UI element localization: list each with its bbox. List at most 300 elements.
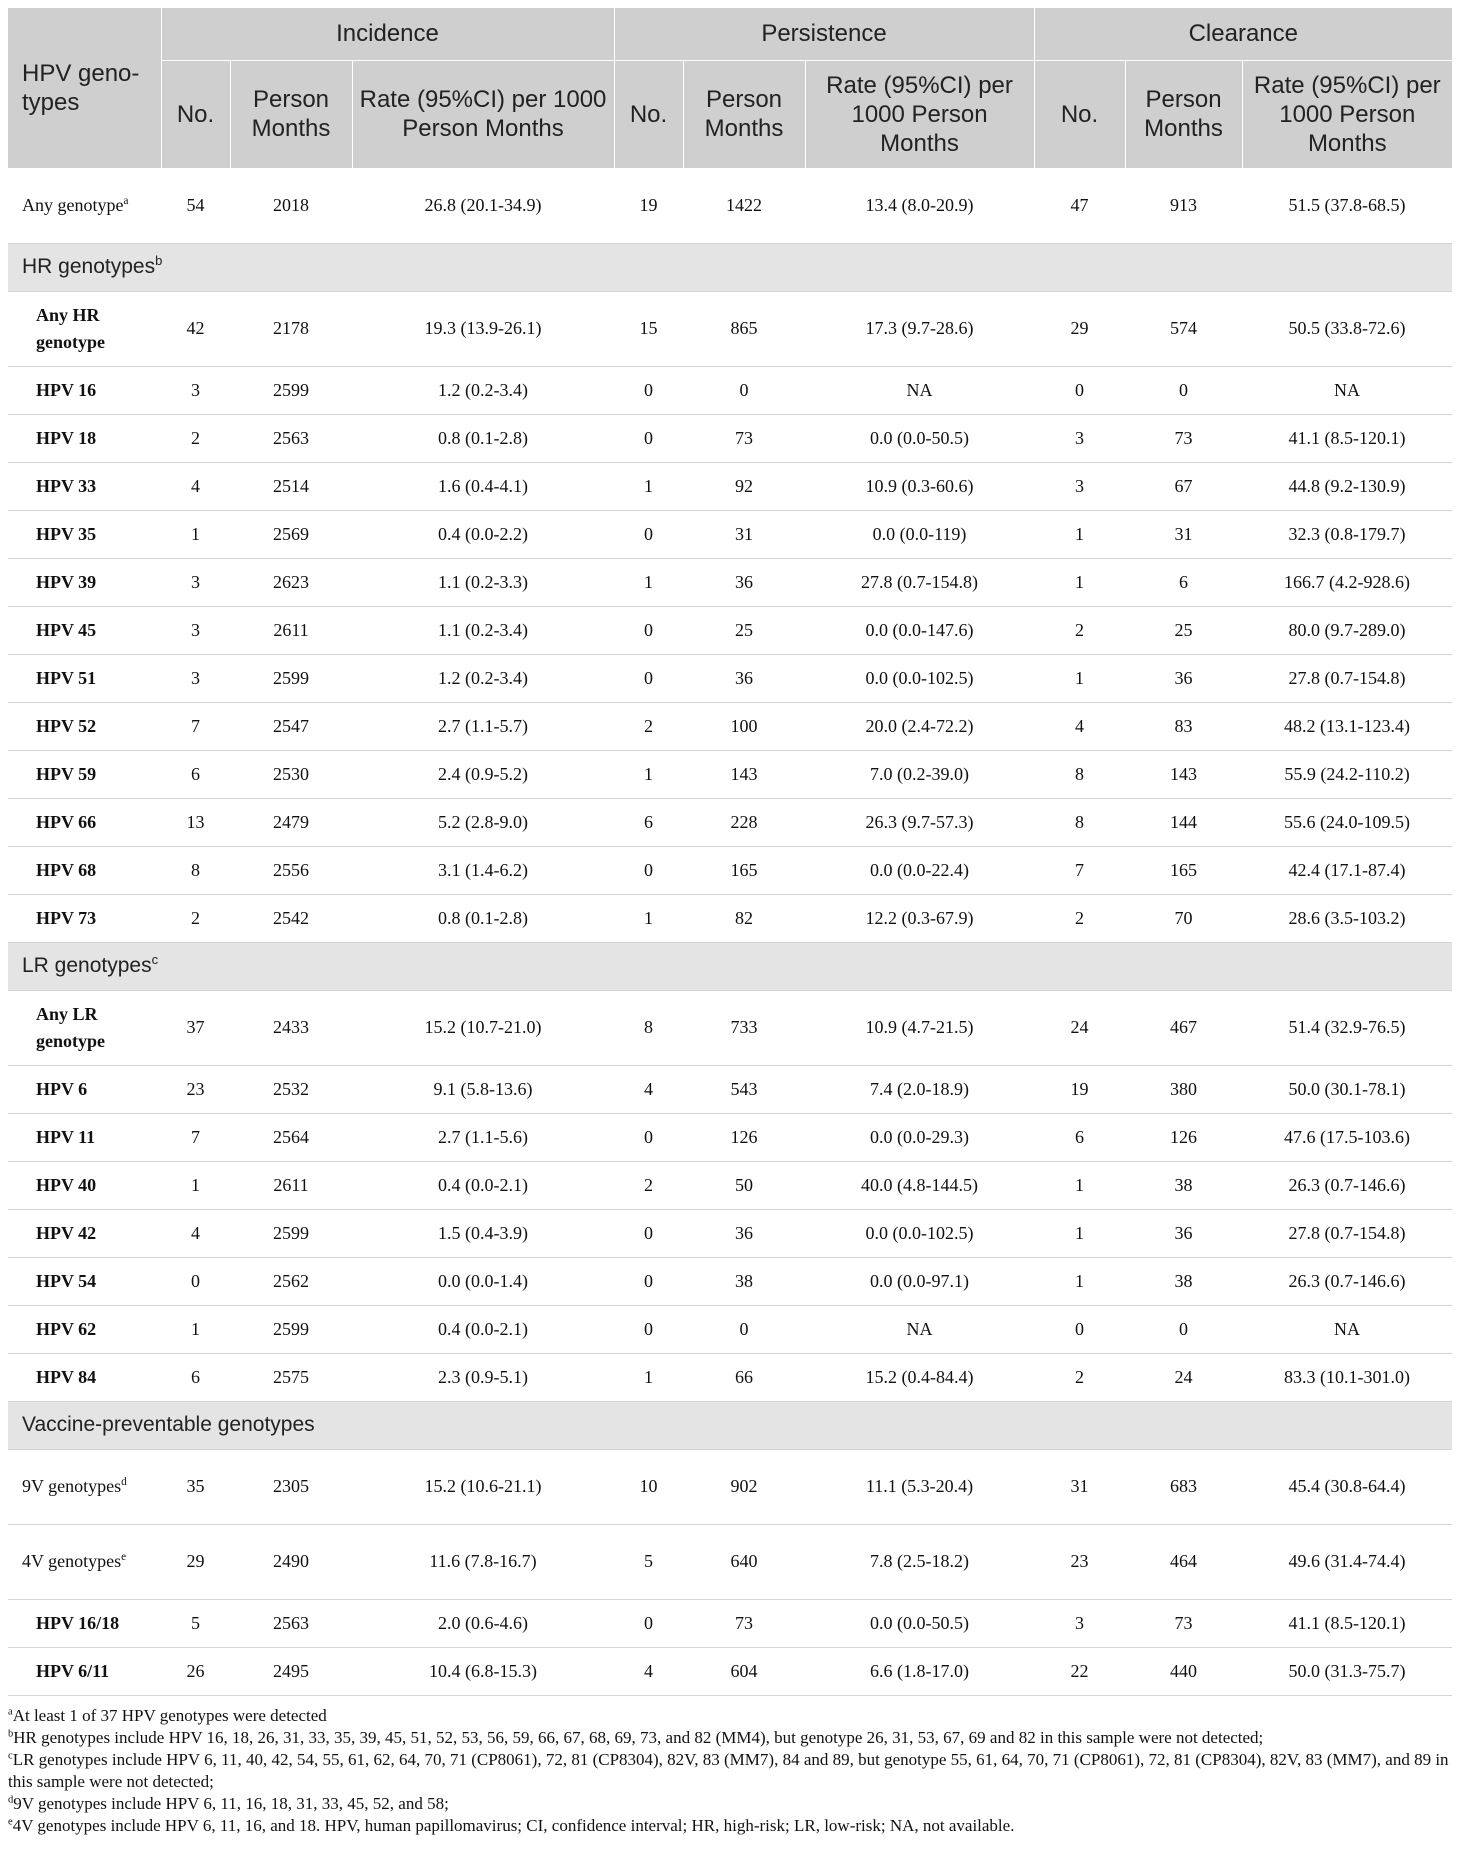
table-cell: 380 [1125, 1065, 1242, 1113]
table-cell: 2.7 (1.1-5.6) [352, 1113, 614, 1161]
table-cell: 38 [683, 1257, 805, 1305]
table-cell: 36 [1125, 654, 1242, 702]
table-cell: 3 [161, 606, 230, 654]
table-cell: 36 [683, 1209, 805, 1257]
header-no: No. [161, 60, 230, 168]
table-cell: 50.5 (33.8-72.6) [1242, 291, 1452, 366]
table-cell: 0 [1125, 366, 1242, 414]
table-cell: 27.8 (0.7-154.8) [805, 558, 1034, 606]
table-cell: NA [805, 366, 1034, 414]
table-cell: 23 [1034, 1524, 1125, 1599]
table-cell: 0 [614, 1305, 683, 1353]
table-row [8, 1113, 1452, 1161]
table-cell: 29 [1034, 291, 1125, 366]
table-cell: 12.2 (0.3-67.9) [805, 894, 1034, 942]
table-cell: 1 [614, 750, 683, 798]
table-cell: 42 [161, 291, 230, 366]
footnote: $^d$9V genotypes include HPV 6, 11, 16, 18, 31, 33, 45, 52, and 58; [8, 1793, 449, 1813]
table-cell: 1 [161, 1161, 230, 1209]
table-row [8, 366, 1452, 414]
table-row [8, 894, 1452, 942]
table-cell: 2.4 (0.9-5.2) [352, 750, 614, 798]
table-row [8, 291, 1452, 366]
footnote-mark: c [8, 1749, 13, 1761]
table-cell: 2563 [230, 414, 352, 462]
table-cell: 0.4 (0.0-2.2) [352, 510, 614, 558]
table-cell: 83.3 (10.1-301.0) [1242, 1353, 1452, 1401]
table-cell: 2599 [230, 654, 352, 702]
table-cell: 37 [161, 990, 230, 1065]
table-cell: 143 [1125, 750, 1242, 798]
table-cell: 4 [1034, 702, 1125, 750]
table-cell: 0.0 (0.0-97.1) [805, 1257, 1034, 1305]
footnote: $^e$4V genotypes include HPV 6, 11, 16, and 18. HPV, human papillomavirus; CI, confidence interval; HR, high-risk; LR, low-risk; NA, not available. [8, 1815, 1015, 1835]
row-label: HPV 62 [8, 1305, 161, 1353]
table-cell: 2018 [230, 168, 352, 243]
table-cell: 27.8 (0.7-154.8) [1242, 654, 1452, 702]
table-cell: 25 [683, 606, 805, 654]
table-cell: 6 [1034, 1113, 1125, 1161]
table-cell: 683 [1125, 1449, 1242, 1524]
row-label: HPV 84 [8, 1353, 161, 1401]
table-cell: 7.8 (2.5-18.2) [805, 1524, 1034, 1599]
row-label: Any HR genotype [8, 291, 161, 366]
section-row [8, 1401, 1452, 1449]
table-cell: 0.0 (0.0-119) [805, 510, 1034, 558]
table-cell: 1.5 (0.4-3.9) [352, 1209, 614, 1257]
table-cell: 0.0 (0.0-50.5) [805, 1599, 1034, 1647]
table-cell: 2599 [230, 1305, 352, 1353]
section-label: HR genotypes$^b$ [8, 243, 1452, 291]
header-rate: Rate (95%CI) per 1000 Person Months [805, 60, 1034, 168]
table-cell: 0 [614, 846, 683, 894]
row-label: HPV 73 [8, 894, 161, 942]
table-cell: 7.4 (2.0-18.9) [805, 1065, 1034, 1113]
table-cell: 2479 [230, 798, 352, 846]
footnote: $^a$At least 1 of 37 HPV genotypes were detected [8, 1705, 327, 1725]
table-cell: 41.1 (8.5-120.1) [1242, 1599, 1452, 1647]
table-cell: 50 [683, 1161, 805, 1209]
table-row [8, 1305, 1452, 1353]
table-cell: 28.6 (3.5-103.2) [1242, 894, 1452, 942]
table-cell: 32.3 (0.8-179.7) [1242, 510, 1452, 558]
table-cell: 1 [1034, 1257, 1125, 1305]
footnote-mark: b [8, 1727, 14, 1739]
table-cell: 2611 [230, 606, 352, 654]
table-cell: 2514 [230, 462, 352, 510]
table-cell: 166.7 (4.2-928.6) [1242, 558, 1452, 606]
table-cell: 6 [161, 1353, 230, 1401]
table-cell: 0.0 (0.0-1.4) [352, 1257, 614, 1305]
table-cell: 1 [614, 462, 683, 510]
table-cell: 2.3 (0.9-5.1) [352, 1353, 614, 1401]
table-cell: 4 [161, 1209, 230, 1257]
table-cell: 8 [161, 846, 230, 894]
table-cell: 27.8 (0.7-154.8) [1242, 1209, 1452, 1257]
table-cell: 143 [683, 750, 805, 798]
table-cell: 4 [161, 462, 230, 510]
table-cell: 0.0 (0.0-102.5) [805, 654, 1034, 702]
header-rate: Rate (95%CI) per 1000 Person Months [1242, 60, 1452, 168]
table-row [8, 1209, 1452, 1257]
table-cell: 2 [614, 1161, 683, 1209]
row-label: HPV 52 [8, 702, 161, 750]
table-cell: 6.6 (1.8-17.0) [805, 1647, 1034, 1695]
table-cell: 3.1 (1.4-6.2) [352, 846, 614, 894]
table-cell: 7 [161, 702, 230, 750]
table-cell: 1 [1034, 654, 1125, 702]
table-cell: 10 [614, 1449, 683, 1524]
table-cell: 0 [683, 366, 805, 414]
table-cell: 165 [683, 846, 805, 894]
table-cell: 82 [683, 894, 805, 942]
table-cell: 2 [1034, 894, 1125, 942]
table-cell: 15 [614, 291, 683, 366]
table-cell: 467 [1125, 990, 1242, 1065]
table-cell: 29 [161, 1524, 230, 1599]
table-cell: 73 [1125, 414, 1242, 462]
header-clearance: Clearance [1034, 8, 1452, 60]
section-row [8, 243, 1452, 291]
table-row [8, 168, 1452, 243]
table-cell: 1 [1034, 1161, 1125, 1209]
table-cell: 464 [1125, 1524, 1242, 1599]
table-cell: 0 [614, 1257, 683, 1305]
table-cell: 20.0 (2.4-72.2) [805, 702, 1034, 750]
table-cell: 50.0 (31.3-75.7) [1242, 1647, 1452, 1695]
row-label: 4V genotypes$^e$ [8, 1524, 161, 1599]
table-row [8, 846, 1452, 894]
header-genotype: HPV geno-types [8, 8, 161, 168]
table-cell: 19.3 (13.9-26.1) [352, 291, 614, 366]
row-label: HPV 54 [8, 1257, 161, 1305]
table-cell: 3 [1034, 1599, 1125, 1647]
table-cell: 8 [614, 990, 683, 1065]
table-cell: NA [805, 1305, 1034, 1353]
table-cell: 73 [683, 1599, 805, 1647]
table-cell: 3 [1034, 462, 1125, 510]
header-person-months: Person Months [230, 60, 352, 168]
header-no: No. [614, 60, 683, 168]
table-cell: 50.0 (30.1-78.1) [1242, 1065, 1452, 1113]
table-cell: 31 [1034, 1449, 1125, 1524]
table-cell: 36 [683, 654, 805, 702]
table-cell: 2490 [230, 1524, 352, 1599]
table-row [8, 990, 1452, 1065]
table-row [8, 558, 1452, 606]
table-cell: 126 [683, 1113, 805, 1161]
table-cell: 0 [614, 606, 683, 654]
table-cell: 913 [1125, 168, 1242, 243]
table-cell: 2611 [230, 1161, 352, 1209]
table-cell: 26.3 (0.7-146.6) [1242, 1257, 1452, 1305]
table-cell: 0 [614, 1113, 683, 1161]
table-cell: 2575 [230, 1353, 352, 1401]
table-cell: 2564 [230, 1113, 352, 1161]
table-cell: 3 [1034, 414, 1125, 462]
table-cell: 4 [614, 1647, 683, 1695]
table-cell: 55.6 (24.0-109.5) [1242, 798, 1452, 846]
table-cell: 0 [614, 366, 683, 414]
table-cell: 31 [683, 510, 805, 558]
table-cell: 6 [161, 750, 230, 798]
table-cell: 92 [683, 462, 805, 510]
row-label: HPV 51 [8, 654, 161, 702]
table-cell: 5 [161, 1599, 230, 1647]
table-cell: 24 [1034, 990, 1125, 1065]
table-cell: 25 [1125, 606, 1242, 654]
table-cell: 15.2 (10.6-21.1) [352, 1449, 614, 1524]
table-cell: 0.8 (0.1-2.8) [352, 414, 614, 462]
table-cell: 2433 [230, 990, 352, 1065]
row-label: HPV 16/18 [8, 1599, 161, 1647]
row-label: 9V genotypes$^d$ [8, 1449, 161, 1524]
table-cell: 24 [1125, 1353, 1242, 1401]
table-cell: 2547 [230, 702, 352, 750]
row-label: HPV 45 [8, 606, 161, 654]
table-body [8, 168, 1452, 1695]
table-cell: 26.3 (9.7-57.3) [805, 798, 1034, 846]
section-label: Vaccine-preventable genotypes [8, 1401, 1452, 1449]
table-row [8, 1161, 1452, 1209]
table-cell: 2 [614, 702, 683, 750]
header-incidence: Incidence [161, 8, 614, 60]
table-row [8, 750, 1452, 798]
table-cell: 1 [161, 1305, 230, 1353]
table-cell: 0 [161, 1257, 230, 1305]
table-cell: 0.8 (0.1-2.8) [352, 894, 614, 942]
table-cell: 1 [614, 558, 683, 606]
table-cell: 165 [1125, 846, 1242, 894]
table-cell: 3 [161, 654, 230, 702]
table-cell: 0.0 (0.0-50.5) [805, 414, 1034, 462]
table-cell: 5.2 (2.8-9.0) [352, 798, 614, 846]
row-label: HPV 18 [8, 414, 161, 462]
table-cell: 0 [1125, 1305, 1242, 1353]
table-cell: 1 [1034, 510, 1125, 558]
table-cell: 42.4 (17.1-87.4) [1242, 846, 1452, 894]
table-cell: 73 [1125, 1599, 1242, 1647]
table-cell: 0.0 (0.0-102.5) [805, 1209, 1034, 1257]
hpv-genotype-table [8, 8, 1452, 1696]
footnote-mark: d [8, 1793, 14, 1805]
table-cell: 4 [614, 1065, 683, 1113]
table-cell: 47 [1034, 168, 1125, 243]
row-label: HPV 39 [8, 558, 161, 606]
table-cell: 0 [1034, 1305, 1125, 1353]
table-cell: 10.4 (6.8-15.3) [352, 1647, 614, 1695]
table-cell: 2 [161, 894, 230, 942]
table-cell: 35 [161, 1449, 230, 1524]
table-cell: 66 [683, 1353, 805, 1401]
table-cell: 2305 [230, 1449, 352, 1524]
table-row [8, 1065, 1452, 1113]
table-cell: 0.4 (0.0-2.1) [352, 1305, 614, 1353]
table-cell: 31 [1125, 510, 1242, 558]
table-cell: 0.4 (0.0-2.1) [352, 1161, 614, 1209]
table-cell: 49.6 (31.4-74.4) [1242, 1524, 1452, 1599]
table-row [8, 414, 1452, 462]
table-cell: 2542 [230, 894, 352, 942]
table-cell: 47.6 (17.5-103.6) [1242, 1113, 1452, 1161]
table-cell: 9.1 (5.8-13.6) [352, 1065, 614, 1113]
table-row [8, 1524, 1452, 1599]
footnote-mark: d [121, 1476, 127, 1488]
table-row [8, 606, 1452, 654]
row-label: Any genotype$^a$ [8, 168, 161, 243]
table-cell: 1.1 (0.2-3.3) [352, 558, 614, 606]
table-cell: 26.8 (20.1-34.9) [352, 168, 614, 243]
table-cell: 2 [161, 414, 230, 462]
table-cell: 2.7 (1.1-5.7) [352, 702, 614, 750]
table-cell: NA [1242, 366, 1452, 414]
row-label: HPV 68 [8, 846, 161, 894]
table-cell: 3 [161, 366, 230, 414]
table-row [8, 510, 1452, 558]
table-cell: 2530 [230, 750, 352, 798]
table-row [8, 702, 1452, 750]
table-cell: 19 [1034, 1065, 1125, 1113]
table-cell: 1.6 (0.4-4.1) [352, 462, 614, 510]
table-cell: 5 [614, 1524, 683, 1599]
table-cell: 2569 [230, 510, 352, 558]
table-cell: 0.0 (0.0-22.4) [805, 846, 1034, 894]
table-cell: 0 [1034, 366, 1125, 414]
table-cell: 100 [683, 702, 805, 750]
table-cell: 640 [683, 1524, 805, 1599]
row-label: HPV 11 [8, 1113, 161, 1161]
table-cell: 2178 [230, 291, 352, 366]
header-person-months: Person Months [1125, 60, 1242, 168]
table-cell: 2623 [230, 558, 352, 606]
header-no: No. [1034, 60, 1125, 168]
table-cell: 10.9 (4.7-21.5) [805, 990, 1034, 1065]
table-cell: 26 [161, 1647, 230, 1695]
table-cell: 55.9 (24.2-110.2) [1242, 750, 1452, 798]
table-cell: 2556 [230, 846, 352, 894]
table-cell: 2.0 (0.6-4.6) [352, 1599, 614, 1647]
section-row [8, 942, 1452, 990]
row-label: HPV 35 [8, 510, 161, 558]
row-label: HPV 66 [8, 798, 161, 846]
table-cell: 26.3 (0.7-146.6) [1242, 1161, 1452, 1209]
footnote-mark: a [123, 195, 129, 207]
table-cell: 1 [1034, 558, 1125, 606]
table-row [8, 1599, 1452, 1647]
table-cell: 144 [1125, 798, 1242, 846]
table-cell: 902 [683, 1449, 805, 1524]
table-cell: 0 [614, 1209, 683, 1257]
table-cell: 8 [1034, 798, 1125, 846]
table-cell: 0 [683, 1305, 805, 1353]
table-cell: 1.2 (0.2-3.4) [352, 654, 614, 702]
footnote: $^c$LR genotypes include HPV 6, 11, 40, 42, 54, 55, 61, 62, 64, 70, 71 (CP8061), 72, 81 (CP8304), 82V, 83 (MM7), 84 and 89, but genotype 55, 61, 64, 70, 71 (CP8061), 72, 81 (CP8304), 82V, 83 (MM7), and 89 in this sample were not detected; [8, 1749, 1449, 1791]
table-container [8, 8, 1452, 1837]
row-label: HPV 42 [8, 1209, 161, 1257]
table-cell: 54 [161, 168, 230, 243]
table-cell: 1 [614, 1353, 683, 1401]
header-rate: Rate (95%CI) per 1000 Person Months [352, 60, 614, 168]
table-cell: 865 [683, 291, 805, 366]
footnotes [8, 1705, 1452, 1837]
row-label: HPV 6 [8, 1065, 161, 1113]
header-persistence: Persistence [614, 8, 1034, 60]
table-cell: 574 [1125, 291, 1242, 366]
table-cell: 38 [1125, 1161, 1242, 1209]
row-label: HPV 16 [8, 366, 161, 414]
table-cell: 13 [161, 798, 230, 846]
table-cell: 44.8 (9.2-130.9) [1242, 462, 1452, 510]
row-label: HPV 40 [8, 1161, 161, 1209]
table-cell: 8 [1034, 750, 1125, 798]
table-cell: 1 [614, 894, 683, 942]
table-cell: 38 [1125, 1257, 1242, 1305]
table-cell: 2599 [230, 1209, 352, 1257]
table-cell: 604 [683, 1647, 805, 1695]
table-cell: 83 [1125, 702, 1242, 750]
table-cell: 36 [1125, 1209, 1242, 1257]
footnote-mark: e [8, 1815, 13, 1827]
table-row [8, 1353, 1452, 1401]
table-cell: NA [1242, 1305, 1452, 1353]
table-cell: 2495 [230, 1647, 352, 1695]
table-cell: 67 [1125, 462, 1242, 510]
footnote: $^b$HR genotypes include HPV 16, 18, 26, 31, 33, 35, 39, 45, 51, 52, 53, 56, 59, 66, 67, 68, 69, 73, and 82 (MM4), but genotype 26, 31, 53, 67, 69 and 82 in this sample were not detected; [8, 1727, 1264, 1747]
table-cell: 733 [683, 990, 805, 1065]
table-cell: 2532 [230, 1065, 352, 1113]
table-cell: 1422 [683, 168, 805, 243]
table-cell: 17.3 (9.7-28.6) [805, 291, 1034, 366]
table-cell: 13.4 (8.0-20.9) [805, 168, 1034, 243]
table-cell: 73 [683, 414, 805, 462]
table-cell: 1 [161, 510, 230, 558]
table-cell: 51.4 (32.9-76.5) [1242, 990, 1452, 1065]
table-cell: 0 [614, 1599, 683, 1647]
table-row [8, 1449, 1452, 1524]
table-cell: 51.5 (37.8-68.5) [1242, 168, 1452, 243]
table-cell: 228 [683, 798, 805, 846]
table-cell: 2599 [230, 366, 352, 414]
table-cell: 48.2 (13.1-123.4) [1242, 702, 1452, 750]
table-cell: 7 [161, 1113, 230, 1161]
row-label: HPV 59 [8, 750, 161, 798]
table-cell: 126 [1125, 1113, 1242, 1161]
table-cell: 6 [1125, 558, 1242, 606]
table-cell: 11.1 (5.3-20.4) [805, 1449, 1034, 1524]
row-label: Any LR genotype [8, 990, 161, 1065]
footnote-mark: b [155, 253, 163, 268]
table-cell: 45.4 (30.8-64.4) [1242, 1449, 1452, 1524]
table-cell: 15.2 (10.7-21.0) [352, 990, 614, 1065]
table-row [8, 654, 1452, 702]
table-row [8, 1647, 1452, 1695]
table-cell: 1 [1034, 1209, 1125, 1257]
table-cell: 23 [161, 1065, 230, 1113]
table-cell: 0.0 (0.0-147.6) [805, 606, 1034, 654]
table-cell: 2563 [230, 1599, 352, 1647]
table-row [8, 1257, 1452, 1305]
table-row [8, 462, 1452, 510]
row-label: HPV 6/11 [8, 1647, 161, 1695]
table-cell: 440 [1125, 1647, 1242, 1695]
footnote-mark: a [8, 1705, 13, 1717]
footnote-mark: e [121, 1551, 127, 1563]
table-cell: 2562 [230, 1257, 352, 1305]
table-cell: 40.0 (4.8-144.5) [805, 1161, 1034, 1209]
row-label: HPV 33 [8, 462, 161, 510]
table-cell: 0 [614, 654, 683, 702]
table-cell: 2 [1034, 606, 1125, 654]
